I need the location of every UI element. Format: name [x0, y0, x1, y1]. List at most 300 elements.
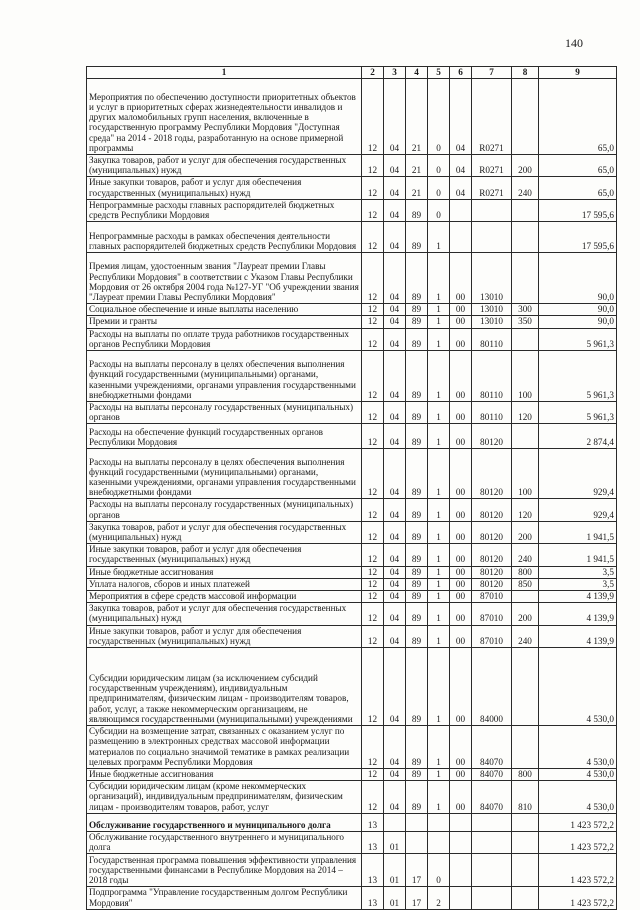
program-code-cell [406, 831, 428, 853]
direction-code-cell: 00 [450, 449, 472, 499]
subsection-code-cell: 04 [384, 726, 406, 769]
table-row [87, 578, 617, 590]
program-code-cell: 89 [406, 499, 428, 521]
subsection-code-cell: 04 [384, 316, 406, 328]
subprogram-code-cell: 1 [428, 544, 450, 566]
expense-code-cell: 84070 [472, 726, 512, 769]
expense-type-cell [512, 648, 539, 726]
section-code-cell: 12 [362, 769, 384, 781]
row-name-cell: Мероприятия по обеспечению доступности приоритетных объектов и услуг в приоритетных сферах жизнедеятельности инвалидов и других маломобильных групп населения, включенные в государственную программу Республики Мордовия "Доступная среда" на 2014 - 2018 годы, разработанную на основе примерной программы [87, 79, 362, 155]
subprogram-code-cell: 1 [428, 351, 450, 402]
subsection-code-cell: 04 [384, 578, 406, 590]
section-code-cell: 12 [362, 316, 384, 328]
amount-cell: 4 530,0 [539, 648, 617, 726]
subprogram-code-cell: 0 [428, 177, 450, 199]
table-row [87, 449, 617, 499]
subprogram-code-cell: 1 [428, 316, 450, 328]
subprogram-code-cell: 1 [428, 304, 450, 316]
subsection-code-cell: 04 [384, 603, 406, 625]
program-code-cell: 89 [406, 304, 428, 316]
expense-code-cell [472, 199, 512, 221]
expense-type-cell: 100 [512, 449, 539, 499]
program-code-cell: 17 [406, 887, 428, 909]
row-name-cell: Закупка товаров, работ и услуг для обеспечения государственных (муниципальных) нужд [87, 155, 362, 177]
row-name-cell: Иные бюджетные ассигнования [87, 566, 362, 578]
program-code-cell [406, 813, 428, 831]
subprogram-code-cell: 0 [428, 79, 450, 155]
direction-code-cell [450, 887, 472, 909]
direction-code-cell: 04 [450, 155, 472, 177]
direction-code-cell: 00 [450, 781, 472, 814]
expense-type-cell [512, 328, 539, 350]
program-code-cell: 89 [406, 402, 428, 424]
program-code-cell: 89 [406, 603, 428, 625]
amount-cell: 929,4 [539, 449, 617, 499]
expense-code-cell: 84070 [472, 769, 512, 781]
amount-cell: 90,0 [539, 253, 617, 304]
row-name-cell: Мероприятия в сфере средств массовой информации [87, 591, 362, 603]
subsection-code-cell: 04 [384, 253, 406, 304]
subsection-code-cell: 04 [384, 177, 406, 199]
amount-cell: 929,4 [539, 499, 617, 521]
amount-cell: 90,0 [539, 304, 617, 316]
direction-code-cell: 00 [450, 351, 472, 402]
expense-type-cell: 120 [512, 402, 539, 424]
amount-cell: 1 941,5 [539, 521, 617, 543]
table-row [87, 499, 617, 521]
header-cell: 9 [539, 67, 617, 79]
direction-code-cell [450, 813, 472, 831]
expense-code-cell: 84000 [472, 648, 512, 726]
expense-type-cell: 240 [512, 625, 539, 647]
section-code-cell: 12 [362, 253, 384, 304]
amount-cell: 17 595,6 [539, 222, 617, 253]
table-row [87, 316, 617, 328]
row-name-cell: Уплата налогов, сборов и иных платежей [87, 578, 362, 590]
table-row [87, 566, 617, 578]
subprogram-code-cell [428, 831, 450, 853]
table-row [87, 726, 617, 769]
direction-code-cell: 00 [450, 424, 472, 449]
subprogram-code-cell: 1 [428, 781, 450, 814]
direction-code-cell: 00 [450, 769, 472, 781]
expense-code-cell: 80110 [472, 402, 512, 424]
program-code-cell: 89 [406, 591, 428, 603]
subprogram-code-cell: 1 [428, 603, 450, 625]
section-code-cell: 12 [362, 591, 384, 603]
section-code-cell: 12 [362, 648, 384, 726]
amount-cell: 65,0 [539, 177, 617, 199]
expense-type-cell [512, 854, 539, 887]
direction-code-cell: 00 [450, 726, 472, 769]
expense-type-cell: 200 [512, 155, 539, 177]
subsection-code-cell: 04 [384, 222, 406, 253]
subsection-code-cell: 04 [384, 79, 406, 155]
section-code-cell: 12 [362, 499, 384, 521]
subsection-code-cell: 04 [384, 199, 406, 221]
expense-code-cell: 80120 [472, 449, 512, 499]
table-row [87, 591, 617, 603]
row-name-cell: Подпрограмма "Управление государственным долгом Республики Мордовия" [87, 887, 362, 909]
direction-code-cell [450, 831, 472, 853]
expense-code-cell: 80120 [472, 578, 512, 590]
subsection-code-cell: 04 [384, 449, 406, 499]
table-row [87, 177, 617, 199]
row-name-cell: Премии и гранты [87, 316, 362, 328]
section-code-cell: 12 [362, 199, 384, 221]
header-cell: 1 [87, 67, 362, 79]
expense-code-cell [472, 854, 512, 887]
program-code-cell: 89 [406, 625, 428, 647]
expense-type-cell: 800 [512, 566, 539, 578]
amount-cell: 65,0 [539, 79, 617, 155]
section-code-cell: 12 [362, 566, 384, 578]
expense-code-cell: 13010 [472, 316, 512, 328]
expense-code-cell [472, 222, 512, 253]
direction-code-cell: 00 [450, 625, 472, 647]
program-code-cell: 89 [406, 544, 428, 566]
program-code-cell: 89 [406, 566, 428, 578]
direction-code-cell [450, 199, 472, 221]
amount-cell: 1 423 572,2 [539, 831, 617, 853]
subprogram-code-cell: 1 [428, 566, 450, 578]
expense-type-cell: 850 [512, 578, 539, 590]
expense-type-cell [512, 424, 539, 449]
subprogram-code-cell: 0 [428, 155, 450, 177]
section-code-cell: 12 [362, 222, 384, 253]
subsection-code-cell: 04 [384, 351, 406, 402]
subprogram-code-cell: 2 [428, 887, 450, 909]
table-row [87, 854, 617, 887]
row-name-cell: Расходы на обеспечение функций государственных органов Республики Мордовия [87, 424, 362, 449]
amount-cell: 2 874,4 [539, 424, 617, 449]
expense-type-cell: 120 [512, 499, 539, 521]
table-row [87, 304, 617, 316]
table-row [87, 769, 617, 781]
subprogram-code-cell: 1 [428, 328, 450, 350]
expense-type-cell [512, 591, 539, 603]
expense-code-cell: 80110 [472, 328, 512, 350]
subsection-code-cell: 04 [384, 781, 406, 814]
header-cell: 4 [406, 67, 428, 79]
row-name-cell: Непрограммные расходы в рамках обеспечения деятельности главных распорядителей бюджетных средств Республики Мордовия [87, 222, 362, 253]
section-code-cell: 12 [362, 155, 384, 177]
amount-cell: 3,5 [539, 578, 617, 590]
row-name-cell: Закупка товаров, работ и услуг для обеспечения государственных (муниципальных) нужд [87, 603, 362, 625]
table-row [87, 79, 617, 155]
subsection-code-cell: 04 [384, 769, 406, 781]
expense-code-cell: 80120 [472, 566, 512, 578]
direction-code-cell: 00 [450, 402, 472, 424]
subprogram-code-cell: 1 [428, 253, 450, 304]
expense-code-cell [472, 813, 512, 831]
header-cell: 2 [362, 67, 384, 79]
amount-cell: 5 961,3 [539, 402, 617, 424]
amount-cell: 90,0 [539, 316, 617, 328]
table-header-row [87, 67, 617, 79]
row-name-cell: Иные бюджетные ассигнования [87, 769, 362, 781]
amount-cell: 65,0 [539, 155, 617, 177]
expense-type-cell: 240 [512, 177, 539, 199]
subprogram-code-cell: 0 [428, 199, 450, 221]
row-name-cell: Субсидии на возмещение затрат, связанных с оказанием услуг по размещению в электронных средствах массовой информации материалов по социально значимой тематике в рамках реализации целевых программ Республики Мордовия [87, 726, 362, 769]
amount-cell: 4 139,9 [539, 625, 617, 647]
table-row [87, 813, 617, 831]
subsection-code-cell: 04 [384, 648, 406, 726]
section-code-cell: 12 [362, 781, 384, 814]
direction-code-cell: 04 [450, 177, 472, 199]
table-row [87, 625, 617, 647]
program-code-cell: 89 [406, 222, 428, 253]
subprogram-code-cell: 1 [428, 769, 450, 781]
row-name-cell: Иные закупки товаров, работ и услуг для обеспечения государственных (муниципальных) нужд [87, 625, 362, 647]
direction-code-cell: 00 [450, 253, 472, 304]
table-row [87, 402, 617, 424]
subprogram-code-cell: 0 [428, 854, 450, 887]
expense-code-cell: 80120 [472, 499, 512, 521]
subsection-code-cell [384, 813, 406, 831]
subsection-code-cell: 04 [384, 304, 406, 316]
subsection-code-cell: 04 [384, 521, 406, 543]
section-code-cell: 12 [362, 625, 384, 647]
direction-code-cell: 00 [450, 499, 472, 521]
section-code-cell: 13 [362, 813, 384, 831]
section-code-cell: 12 [362, 544, 384, 566]
program-code-cell: 89 [406, 449, 428, 499]
table-row [87, 521, 617, 543]
section-code-cell: 13 [362, 887, 384, 909]
amount-cell: 4 139,9 [539, 591, 617, 603]
expense-code-cell: 84070 [472, 781, 512, 814]
expense-type-cell [512, 813, 539, 831]
amount-cell: 1 423 572,2 [539, 887, 617, 909]
subprogram-code-cell: 1 [428, 578, 450, 590]
amount-cell: 17 595,6 [539, 199, 617, 221]
amount-cell: 5 961,3 [539, 351, 617, 402]
section-code-cell: 12 [362, 449, 384, 499]
subprogram-code-cell: 1 [428, 499, 450, 521]
direction-code-cell [450, 854, 472, 887]
subsection-code-cell: 01 [384, 887, 406, 909]
program-code-cell: 89 [406, 769, 428, 781]
section-code-cell: 12 [362, 726, 384, 769]
program-code-cell: 89 [406, 781, 428, 814]
expense-type-cell: 100 [512, 351, 539, 402]
row-name-cell: Расходы на выплаты персоналу государственных (муниципальных) органов [87, 499, 362, 521]
table-row [87, 603, 617, 625]
amount-cell: 1 941,5 [539, 544, 617, 566]
section-code-cell: 12 [362, 578, 384, 590]
expense-type-cell: 300 [512, 304, 539, 316]
table-row [87, 544, 617, 566]
direction-code-cell: 00 [450, 544, 472, 566]
expense-code-cell: R0271 [472, 177, 512, 199]
program-code-cell: 21 [406, 155, 428, 177]
program-code-cell: 89 [406, 328, 428, 350]
direction-code-cell: 00 [450, 566, 472, 578]
table-row [87, 781, 617, 814]
expense-code-cell: 80120 [472, 544, 512, 566]
section-code-cell: 12 [362, 79, 384, 155]
row-name-cell: Обслуживание государственного и муниципального долга [87, 813, 362, 831]
section-code-cell: 12 [362, 328, 384, 350]
header-cell: 3 [384, 67, 406, 79]
subprogram-code-cell: 1 [428, 726, 450, 769]
section-code-cell: 13 [362, 854, 384, 887]
expense-code-cell: 80110 [472, 351, 512, 402]
expense-code-cell: 13010 [472, 304, 512, 316]
row-name-cell: Расходы на выплаты персоналу государственных (муниципальных) органов [87, 402, 362, 424]
subprogram-code-cell: 1 [428, 449, 450, 499]
header-cell: 5 [428, 67, 450, 79]
section-code-cell: 12 [362, 177, 384, 199]
expense-type-cell: 810 [512, 781, 539, 814]
direction-code-cell: 00 [450, 648, 472, 726]
direction-code-cell: 00 [450, 603, 472, 625]
subprogram-code-cell: 1 [428, 625, 450, 647]
header-cell: 6 [450, 67, 472, 79]
program-code-cell: 89 [406, 521, 428, 543]
expense-type-cell [512, 831, 539, 853]
program-code-cell: 89 [406, 424, 428, 449]
amount-cell: 3,5 [539, 566, 617, 578]
program-code-cell: 17 [406, 854, 428, 887]
expense-code-cell: R0271 [472, 155, 512, 177]
program-code-cell: 89 [406, 199, 428, 221]
expense-code-cell: 87010 [472, 625, 512, 647]
amount-cell: 4 530,0 [539, 781, 617, 814]
row-name-cell: Непрограммные расходы главных распорядителей бюджетных средств Республики Мордовия [87, 199, 362, 221]
subsection-code-cell: 04 [384, 591, 406, 603]
expense-type-cell: 240 [512, 544, 539, 566]
table-row [87, 351, 617, 402]
subprogram-code-cell [428, 813, 450, 831]
subsection-code-cell: 04 [384, 402, 406, 424]
direction-code-cell: 00 [450, 328, 472, 350]
row-name-cell: Иные закупки товаров, работ и услуг для обеспечения государственных (муниципальных) нужд [87, 544, 362, 566]
expense-code-cell: 87010 [472, 591, 512, 603]
row-name-cell: Субсидии юридическим лицам (кроме некоммерческих организаций), индивидуальным предпринимателям, физическим лицам - производителям товаров, работ, услуг [87, 781, 362, 814]
direction-code-cell: 00 [450, 521, 472, 543]
subprogram-code-cell: 1 [428, 222, 450, 253]
row-name-cell: Иные закупки товаров, работ и услуг для обеспечения государственных (муниципальных) нужд [87, 177, 362, 199]
row-name-cell: Премия лицам, удостоенным звания "Лауреат премии Главы Республики Мордовия" в соответствии с Указом Главы Республики Мордовия от 26 октября 2004 года №127-УГ "Об учреждении звания "Лауреат премии Главы Республики Мордовия" [87, 253, 362, 304]
expense-code-cell [472, 831, 512, 853]
direction-code-cell: 00 [450, 591, 472, 603]
subsection-code-cell: 04 [384, 424, 406, 449]
expense-type-cell [512, 726, 539, 769]
row-name-cell: Субсидии юридическим лицам (за исключением субсидий государственным учреждениям), индивидуальным предпринимателям, физическим лицам - производителям товаров, работ, услуг, а также некоммерческим организациям, не являющимся государственными (муниципальными) учреждениями [87, 648, 362, 726]
row-name-cell: Социальное обеспечение и иные выплаты населению [87, 304, 362, 316]
section-code-cell: 12 [362, 424, 384, 449]
program-code-cell: 21 [406, 79, 428, 155]
subsection-code-cell: 04 [384, 544, 406, 566]
subsection-code-cell: 01 [384, 831, 406, 853]
subsection-code-cell: 04 [384, 499, 406, 521]
program-code-cell: 21 [406, 177, 428, 199]
page-number: 140 [565, 36, 583, 50]
expense-type-cell [512, 222, 539, 253]
table-row [87, 328, 617, 350]
amount-cell: 5 961,3 [539, 328, 617, 350]
section-code-cell: 12 [362, 402, 384, 424]
expense-type-cell: 200 [512, 603, 539, 625]
table-row [87, 424, 617, 449]
subprogram-code-cell: 1 [428, 648, 450, 726]
header-cell: 7 [472, 67, 512, 79]
expense-code-cell: R0271 [472, 79, 512, 155]
direction-code-cell: 00 [450, 304, 472, 316]
row-name-cell: Расходы на выплаты персоналу в целях обеспечения выполнения функций государственными (муниципальными) органами, казенными учреждениями, органами управления государственными внебюджетными фондами [87, 351, 362, 402]
table-row [87, 831, 617, 853]
header-cell: 8 [512, 67, 539, 79]
expense-type-cell [512, 887, 539, 909]
expense-code-cell: 80120 [472, 521, 512, 543]
table-row [87, 155, 617, 177]
amount-cell: 4 530,0 [539, 726, 617, 769]
row-name-cell: Расходы на выплаты персоналу в целях обеспечения выполнения функций государственными (муниципальными) органами, казенными учреждениями, органами управления государственными внебюджетными фондами [87, 449, 362, 499]
direction-code-cell: 00 [450, 578, 472, 590]
table-row [87, 887, 617, 909]
expense-code-cell: 87010 [472, 603, 512, 625]
row-name-cell: Закупка товаров, работ и услуг для обеспечения государственных (муниципальных) нужд [87, 521, 362, 543]
expense-code-cell [472, 887, 512, 909]
amount-cell: 4 139,9 [539, 603, 617, 625]
expense-code-cell: 80120 [472, 424, 512, 449]
direction-code-cell: 00 [450, 316, 472, 328]
program-code-cell: 89 [406, 253, 428, 304]
subprogram-code-cell: 1 [428, 521, 450, 543]
direction-code-cell: 04 [450, 79, 472, 155]
section-code-cell: 13 [362, 831, 384, 853]
row-name-cell: Расходы на выплаты по оплате труда работников государственных органов Республики Мордовия [87, 328, 362, 350]
expense-type-cell [512, 199, 539, 221]
row-name-cell: Государственная программа повышения эффективности управления государственными финансами в Республике Мордовия на 2014 – 2018 годы [87, 854, 362, 887]
expense-type-cell: 800 [512, 769, 539, 781]
expense-type-cell [512, 253, 539, 304]
table-row [87, 222, 617, 253]
subprogram-code-cell: 1 [428, 424, 450, 449]
row-name-cell: Обслуживание государственного внутреннего и муниципального долга [87, 831, 362, 853]
amount-cell: 1 423 572,2 [539, 854, 617, 887]
program-code-cell: 89 [406, 316, 428, 328]
section-code-cell: 12 [362, 521, 384, 543]
program-code-cell: 89 [406, 351, 428, 402]
budget-table [86, 66, 617, 910]
subsection-code-cell: 04 [384, 566, 406, 578]
table-row [87, 648, 617, 726]
amount-cell: 1 423 572,2 [539, 813, 617, 831]
section-code-cell: 12 [362, 351, 384, 402]
program-code-cell: 89 [406, 648, 428, 726]
program-code-cell: 89 [406, 726, 428, 769]
subsection-code-cell: 04 [384, 328, 406, 350]
section-code-cell: 12 [362, 304, 384, 316]
expense-type-cell: 350 [512, 316, 539, 328]
expense-type-cell: 200 [512, 521, 539, 543]
program-code-cell: 89 [406, 578, 428, 590]
subsection-code-cell: 04 [384, 155, 406, 177]
subprogram-code-cell: 1 [428, 402, 450, 424]
subsection-code-cell: 04 [384, 625, 406, 647]
subsection-code-cell: 01 [384, 854, 406, 887]
direction-code-cell [450, 222, 472, 253]
table-row [87, 253, 617, 304]
subprogram-code-cell: 1 [428, 591, 450, 603]
expense-code-cell: 13010 [472, 253, 512, 304]
amount-cell: 4 530,0 [539, 769, 617, 781]
section-code-cell: 12 [362, 603, 384, 625]
